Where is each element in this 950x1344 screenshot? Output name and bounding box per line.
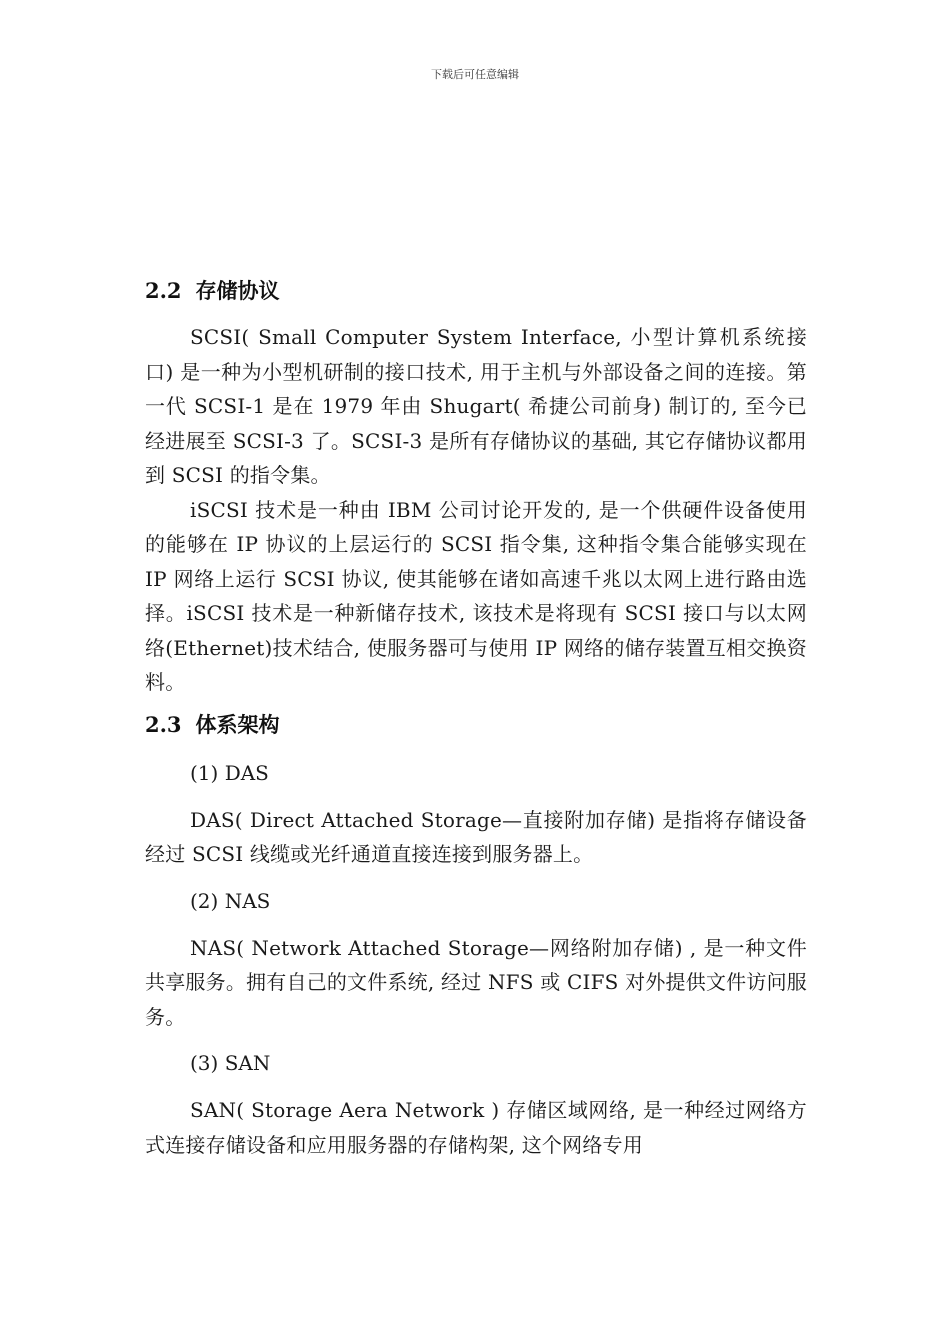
document-body: [145, 276, 807, 1162]
section-heading-2-3: [145, 710, 807, 740]
page-header-note: 下载后可任意编辑: [431, 68, 519, 81]
paragraph-nas: NAS( Network Attached Storage—网络附加存储) , 是一种文件共享服务。拥有自己的文件系统, 经过 NFS 或 CIFS 对外提供文件访问服务。: [145, 935, 807, 1029]
section-number: 2.3: [145, 711, 182, 737]
item-label-das: (1) DAS: [190, 760, 269, 785]
paragraph-das: DAS( Direct Attached Storage—直接附加存储) 是指将存储设备经过 SCSI 线缆或光纤通道直接连接到服务器上。: [145, 807, 807, 866]
section-title: 存储协议: [195, 278, 280, 303]
item-label-nas: (2) NAS: [190, 888, 271, 913]
section-heading-2-2: [145, 276, 807, 306]
section-number: 2.2: [145, 278, 182, 303]
section-title: 体系架构: [195, 711, 280, 737]
paragraph-san: SAN( Storage Aera Network ) 存储区域网络, 是一种经过网络方式连接存储设备和应用服务器的存储构架, 这个网络专用: [145, 1098, 807, 1157]
item-label-san: (3) SAN: [190, 1051, 271, 1075]
paragraph-iscsi: iSCSI 技术是一种由 IBM 公司讨论开发的, 是一个供硬件设备使用的能够在 IP 协议的上层运行的 SCSI 指令集, 这种指令集合能够实现在 IP 网络上运行 SCSI 协议, 使其能够在诸如高速千兆以太网上进行路由选择。iSCSI 技术是一种新储存技术, 该技术是将现有 SCSI 接口与以太网络(Ethernet)技术结合, 使服务器可与使用 IP 网络的储存装置互相交换资料。: [145, 497, 807, 694]
paragraph-scsi: SCSI( Small Computer System Interface, 小型计算机系统接口) 是一种为小型机研制的接口技术, 用于主机与外部设备之间的连接。第一代 SCSI-1 是在 1979 年由 Shugart( 希捷公司前身) 制订的, 至今已经进展至 SCSI-3 了。SCSI-3 是所有存储协议的基础, 其它存储协议都用到 SCSI 的指令集。: [145, 325, 807, 487]
